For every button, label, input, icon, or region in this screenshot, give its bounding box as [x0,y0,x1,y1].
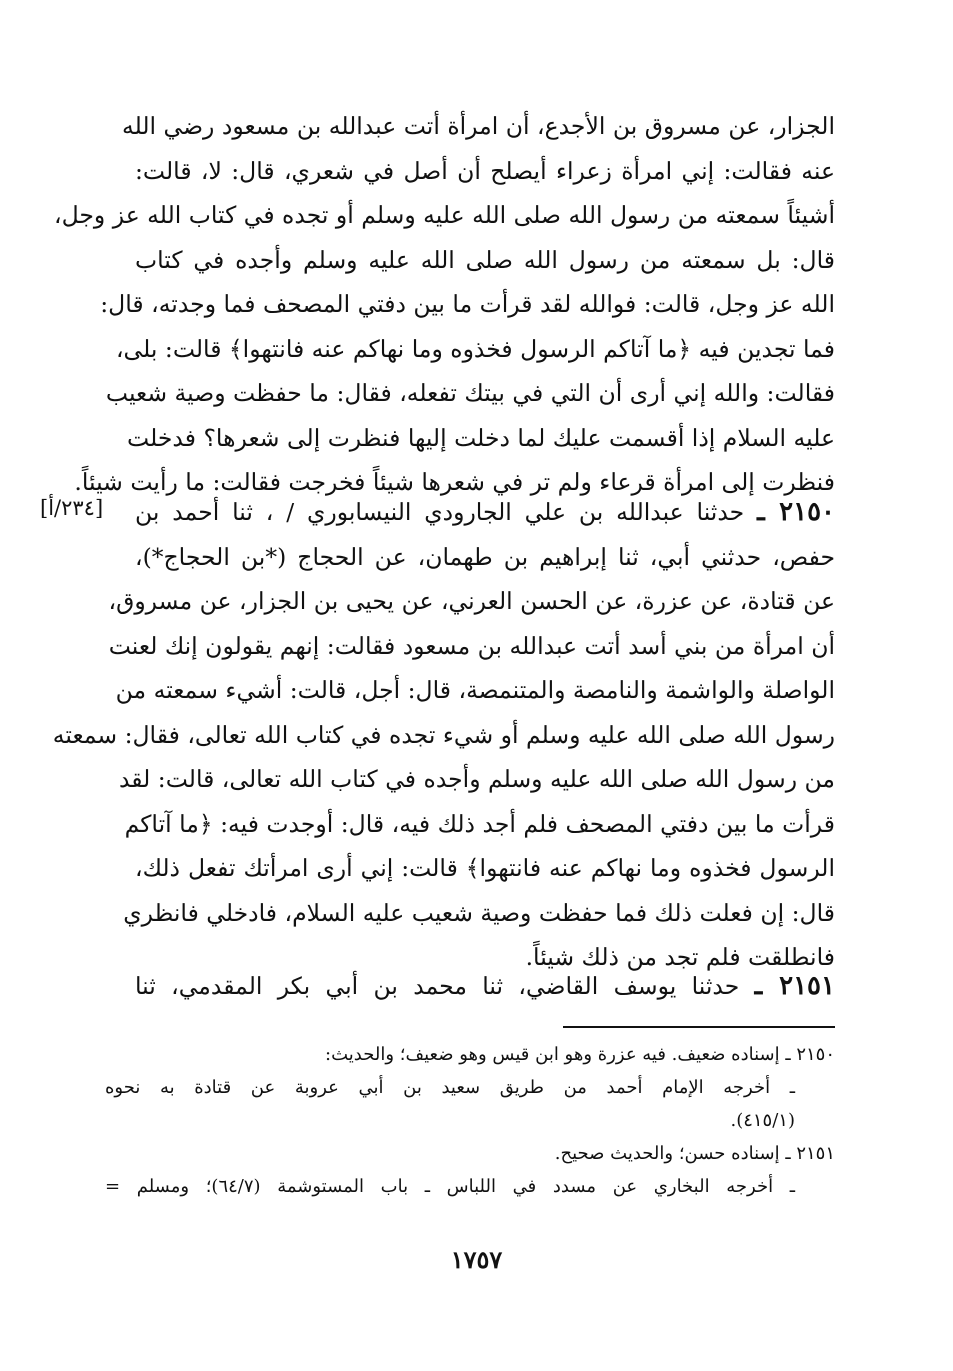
footnote-separator [563,1026,835,1028]
text-line: الله عز وجل، قالت: فوالله لقد قرأت ما بين دفتي المصحف فما وجدته، قال: [100,290,835,318]
text-line: أن امرأة من بني أسد أتت عبدالله بن مسعود فقالت: إنهم يقولون إنك لعنت [108,631,835,660]
text-line: قرأت ما بين دفتي المصحف فلم أجد ذلك فيه، قال: أوجدت فيه: ﴿ما آتاكم [124,809,835,838]
text-line: فما تجدين فيه ﴿ما آتاكم الرسول فخذوه وما نهاكم عنه فانتهوا﴾ قالت: بلى، [115,334,835,363]
text-line: فنظرت إلى امرأة قرعاء ولم تر في شعرها شيئاً فخرجت فقالت: ما رأيت شيئاً. [74,468,835,496]
hadith-first-line [135,964,835,1009]
manuscript-folio-reference: [٢٣٤/أ] [40,496,104,520]
text-line: فقالت: والله إني أرى أن التي في بيتك تفعله، فقال: ما حفظت وصية شعيب [105,379,835,407]
text-line: قال: بل سمعته من رسول الله صلى الله عليه وسلم وأجده في كتاب [135,245,835,274]
hadith-number: ٢١٥٠ ـ [757,497,835,527]
text-line: أشيئاً سمعته من رسول الله صلى الله عليه وسلم أو تجده في كتاب الله عز وجل، [54,201,835,229]
text-line: الواصلة والواشمة والنامصة والمتنمصة، قال: أجل، قالت: أشيء سمعته من [115,676,835,704]
page-number: ١٧٥٧ [450,1245,503,1274]
hadith-first-line [135,490,835,535]
hadith-text: حدثنا يوسف القاضي، ثنا محمد بن أبي بكر المقدمي، ثنا [135,972,740,1000]
hadith-number: ٢١٥١ ـ [754,971,835,1001]
footnote-2151-heading: ٢١٥١ ـ إسناده حسن؛ والحديث صحيح. [554,1143,835,1164]
text-line: رسول الله صلى الله عليه وسلم أو شيء تجده في كتاب الله تعالى، فقال: سمعته [52,720,835,749]
text-line: الجزار، عن مسروق بن الأجدع، أن امرأة أتت عبدالله بن مسعود رضي الله [121,112,835,140]
text-line: فانطلقت فلم تجد من ذلك شيئاً. [525,943,835,971]
text-line: قال: إن فعلت ذلك فما حفظت وصية شعيب عليه السلام، فادخلي فانظري [123,898,835,927]
hadith-2151 [135,964,835,1009]
footnote-2150-line: ـ أخرجه الإمام أحمد من طريق سعيد بن أبي عروبة عن قتادة به نحوه [105,1077,795,1098]
footnote-2150-heading: ٢١٥٠ ـ إسناده ضعيف. فيه عزرة وهو ابن قيس وهو ضعيف؛ والحديث: [325,1044,835,1065]
paragraph-continuation [54,104,835,505]
hadith-text: حدثنا عبدالله بن علي الجارودي النيسابوري / ، ثنا أحمد بن [135,498,745,526]
text-line: حفص، حدثني أبي، ثنا إبراهيم بن طهمان، عن الحجاج (*بن الحجاج*)، [135,542,835,571]
text-line: عنه فقالت: إني امرأة زعراء أيصلح أن أصل في شعري، قال: لا، قالت: [135,156,835,185]
text-line: عليه السلام إذا أقسمت عليك لما دخلت إليها فنظرت إلى شعرها؟ فدخلت [127,423,835,452]
text-line: من رسول الله صلى الله عليه وسلم وأجده في كتاب الله تعالى، قالت: لقد [118,765,835,793]
text-line: الرسول فخذوه وما نهاكم عنه فانتهوا﴾ قالت: إني أرى امرأتك تفعل ذلك، [135,854,835,882]
text-line: عن قتادة، عن عزرة، عن الحسن العرني، عن يحيى بن الجزار، عن مسروق، [108,587,835,615]
footnote-2150-line: (٤١٥/١). [730,1110,795,1131]
footnotes [105,1038,835,1203]
footnote-2151-line: ـ أخرجه البخاري عن مسدد في اللباس ـ باب المستوشمة (٦٤/٧)؛ ومسلم = [105,1176,795,1197]
